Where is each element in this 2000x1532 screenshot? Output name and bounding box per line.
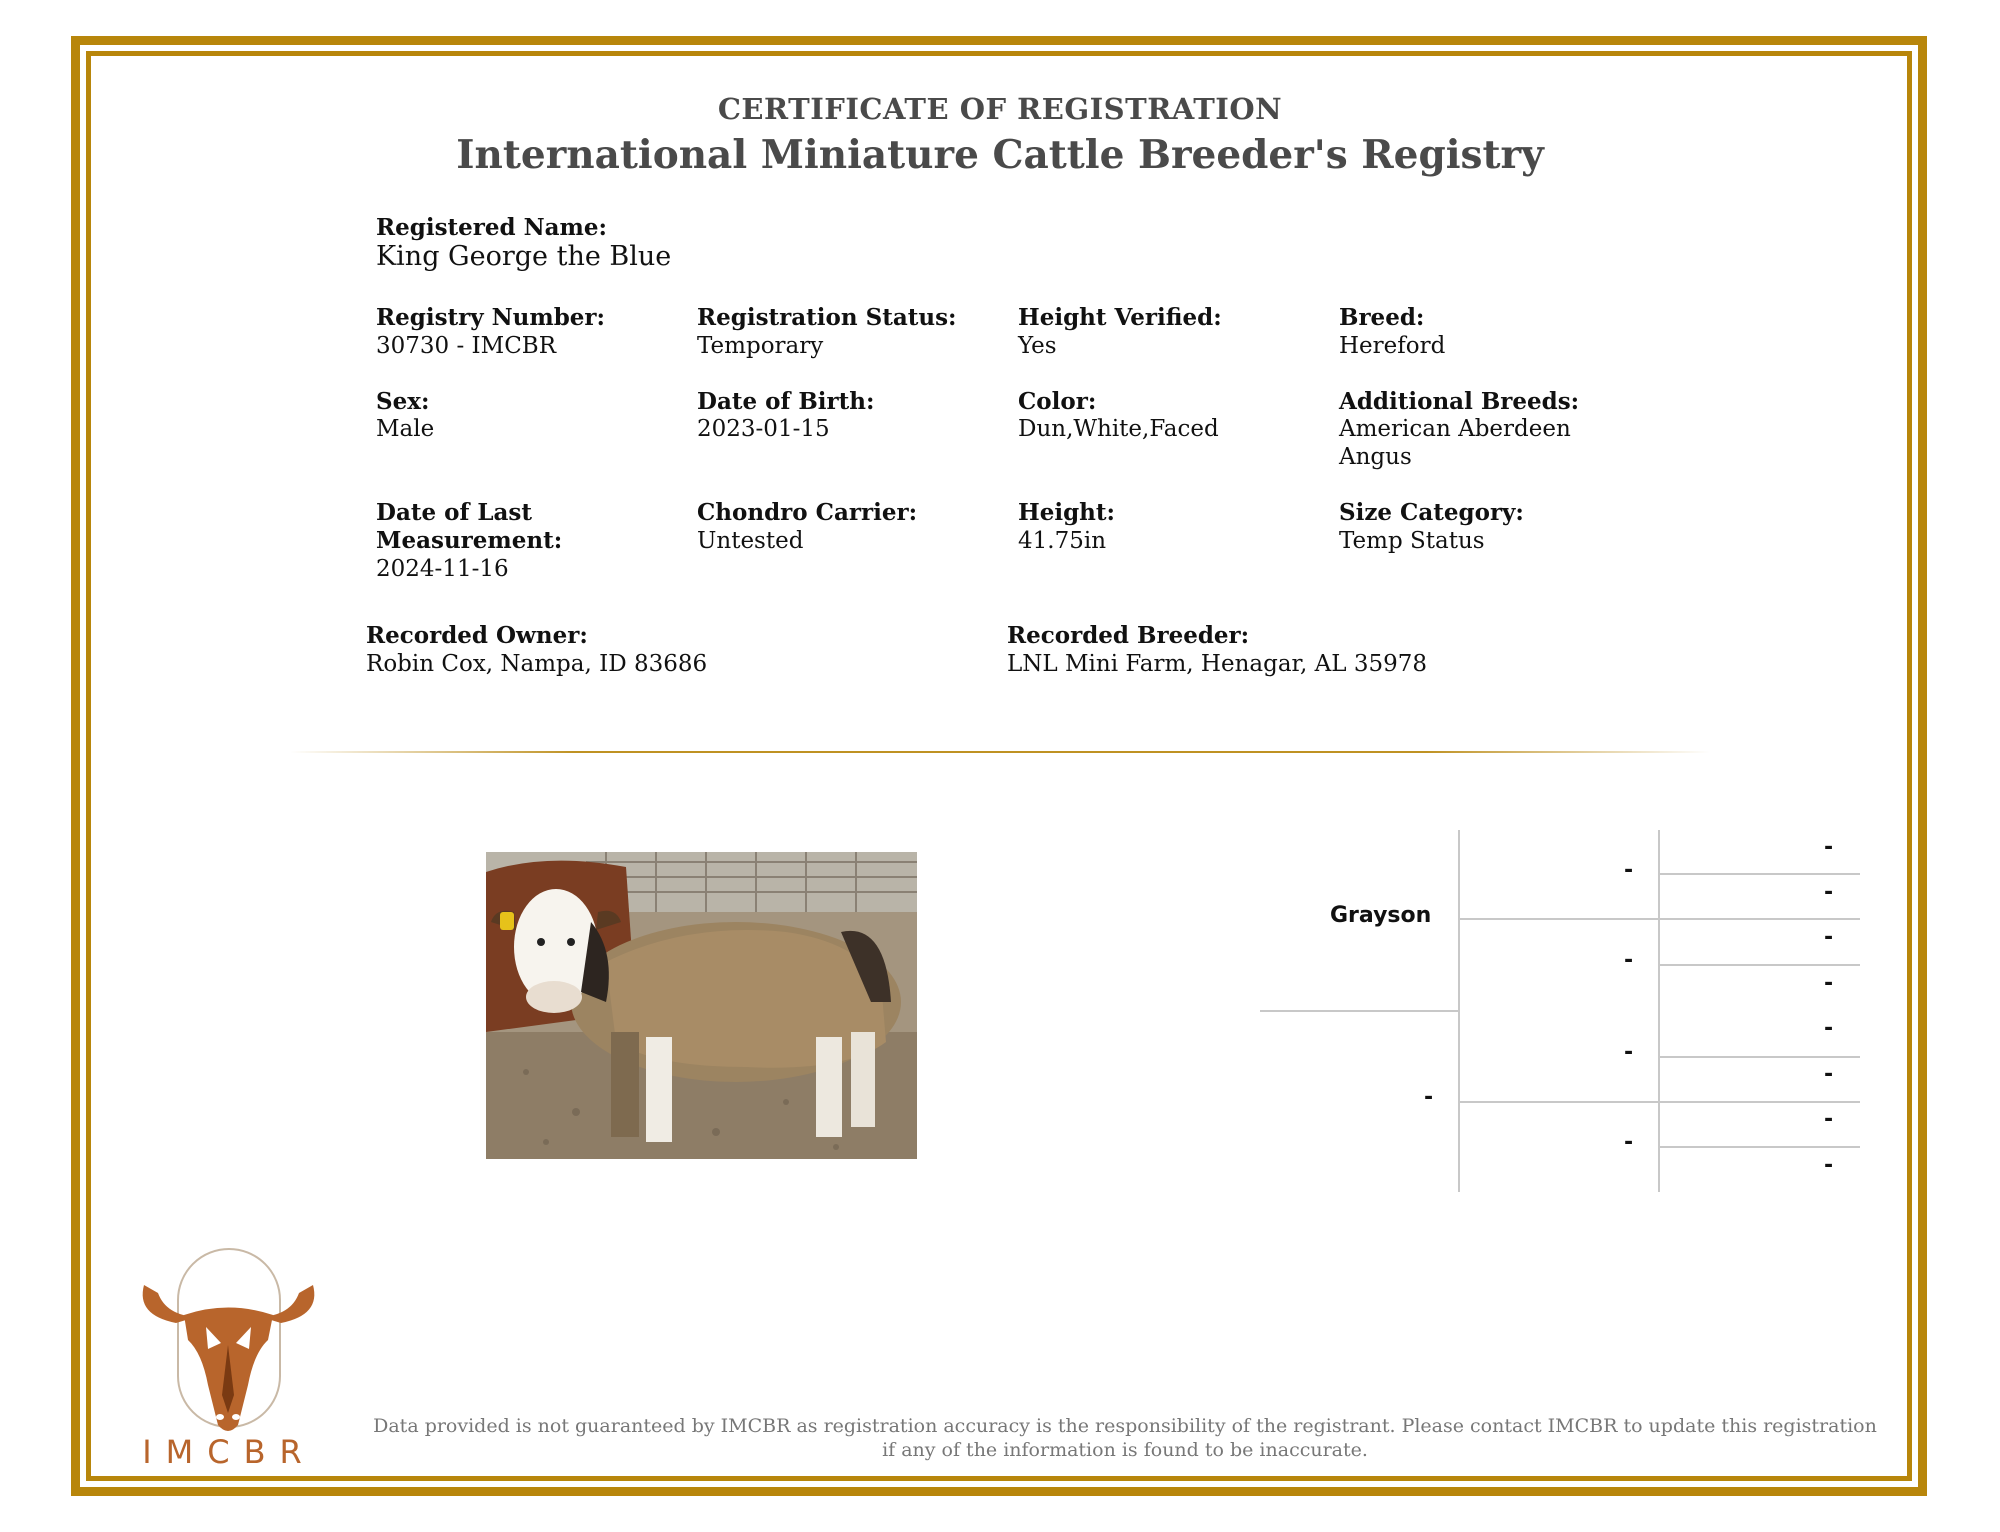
- registry-name: International Miniature Cattle Breeder's Registry: [456, 132, 1544, 178]
- date-of-birth-label: Date of Birth:: [697, 388, 875, 415]
- last-measurement-label-line1: Date of Last: [376, 499, 533, 526]
- pedigree-connector: [1660, 873, 1860, 875]
- recorded-breeder-label: Recorded Breeder:: [1007, 622, 1250, 649]
- breed-label: Breed:: [1339, 304, 1425, 331]
- certificate-title: CERTIFICATE OF REGISTRATION: [717, 92, 1283, 126]
- height-verified-value: Yes: [1018, 333, 1057, 359]
- size-category-label: Size Category:: [1339, 499, 1524, 526]
- additional-breeds-label: Additional Breeds:: [1339, 388, 1580, 415]
- pedigree-connector: [1260, 1010, 1460, 1012]
- recorded-owner-label: Recorded Owner:: [366, 622, 588, 649]
- registry-number-label: Registry Number:: [376, 304, 606, 331]
- height-label: Height:: [1018, 499, 1116, 526]
- sex-label: Sex:: [376, 388, 430, 415]
- imcbr-logo: [136, 1245, 321, 1465]
- pedigree-grandparent: -: [1624, 948, 1634, 973]
- color-value: Dun,White,Faced: [1018, 416, 1219, 442]
- additional-breeds-value-line2: Angus: [1339, 444, 1412, 470]
- certificate-inner-border: [86, 51, 1912, 1481]
- pedigree-great-grandparent: -: [1824, 880, 1834, 905]
- chondro-carrier-value: Untested: [697, 528, 804, 554]
- animal-photo: [486, 852, 917, 1159]
- pedigree-great-grandparent: -: [1824, 1016, 1834, 1041]
- pedigree-dam: -: [1424, 1085, 1434, 1110]
- pedigree-great-grandparent: -: [1824, 835, 1834, 860]
- last-measurement-label-line2: Measurement:: [376, 527, 563, 554]
- sex-value: Male: [376, 416, 435, 442]
- height-verified-label: Height Verified:: [1018, 304, 1222, 331]
- pedigree-connector: [1460, 918, 1660, 920]
- pedigree-connector: [1658, 830, 1660, 1192]
- pedigree-connector: [1660, 1101, 1860, 1103]
- registered-name-value: King George the Blue: [376, 241, 672, 272]
- registry-number-value: 30730 - IMCBR: [376, 333, 557, 359]
- registration-status-label: Registration Status:: [697, 304, 957, 331]
- pedigree-great-grandparent: -: [1824, 1107, 1834, 1132]
- recorded-breeder-value: LNL Mini Farm, Henagar, AL 35978: [1007, 651, 1427, 677]
- size-category-value: Temp Status: [1339, 528, 1485, 554]
- disclaimer-line1: Data provided is not guaranteed by IMCBR as registration accuracy is the responsibility of the registrant. Please contact IMCBR to update this registration: [373, 1415, 1877, 1437]
- logo-text: IMCBR: [142, 1433, 316, 1471]
- pedigree-great-grandparent: -: [1824, 971, 1834, 996]
- pedigree-sire: Grayson: [1330, 903, 1432, 928]
- color-label: Color:: [1018, 388, 1097, 415]
- pedigree-great-grandparent: -: [1824, 1062, 1834, 1087]
- pedigree-great-grandparent: -: [1824, 925, 1834, 950]
- recorded-owner-value: Robin Cox, Nampa, ID 83686: [366, 651, 708, 677]
- date-of-birth-value: 2023-01-15: [697, 416, 830, 442]
- pedigree-great-grandparent: -: [1824, 1153, 1834, 1178]
- last-measurement-value: 2024-11-16: [376, 556, 509, 582]
- bull-head-icon: [136, 1245, 321, 1465]
- registration-status-value: Temporary: [697, 333, 824, 359]
- pedigree-connector: [1660, 918, 1860, 920]
- pedigree-connector: [1660, 964, 1860, 966]
- pedigree-grandparent: -: [1624, 858, 1634, 883]
- pedigree-connector: [1660, 1146, 1860, 1148]
- pedigree-grandparent: -: [1624, 1040, 1634, 1065]
- breed-value: Hereford: [1339, 333, 1446, 359]
- registered-name-label: Registered Name:: [376, 214, 607, 241]
- disclaimer-line2: if any of the information is found to be inaccurate.: [882, 1439, 1368, 1461]
- pedigree-connector: [1660, 1056, 1860, 1058]
- pedigree-connector: [1460, 1101, 1660, 1103]
- additional-breeds-value-line1: American Aberdeen: [1339, 416, 1571, 442]
- chondro-carrier-label: Chondro Carrier:: [697, 499, 918, 526]
- height-value: 41.75in: [1018, 528, 1107, 554]
- section-divider: [290, 751, 1710, 753]
- disclaimer: [350, 1414, 1900, 1462]
- pedigree-grandparent: -: [1624, 1130, 1634, 1155]
